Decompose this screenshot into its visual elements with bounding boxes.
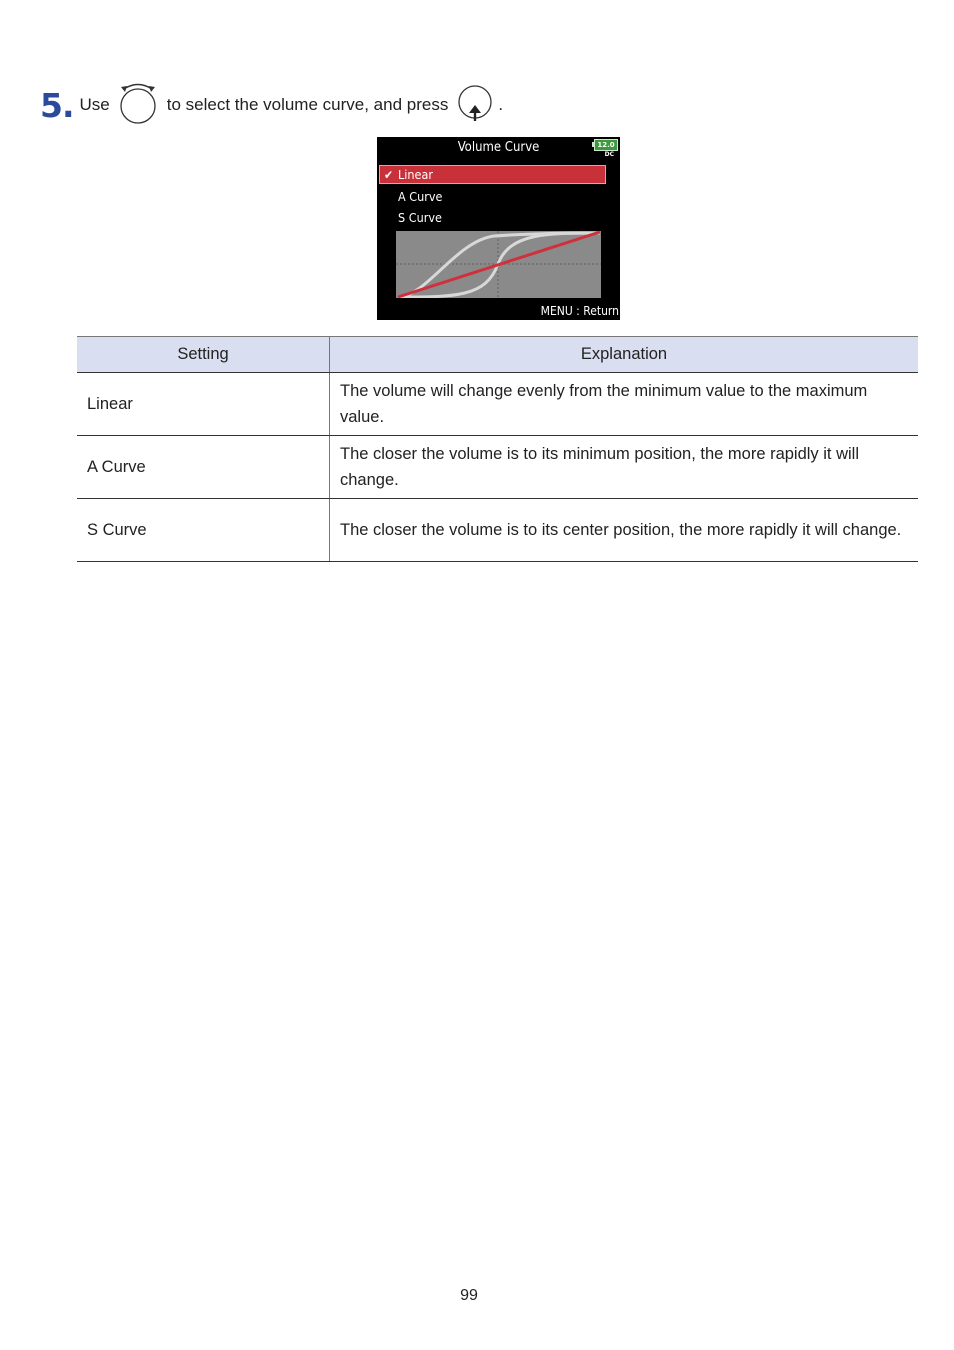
menu-item-linear[interactable]	[379, 165, 606, 184]
step-text-use: Use	[79, 95, 110, 114]
setting-cell: S Curve	[77, 499, 330, 562]
rotate-dial-icon	[119, 80, 159, 131]
step-text-middle: to select the volume curve, and press	[166, 95, 449, 114]
press-dial-icon	[457, 83, 495, 128]
step-text-end: .	[498, 95, 504, 114]
volume-curve-graph	[396, 231, 601, 298]
table-row	[77, 499, 918, 562]
setting-cell: Linear	[77, 373, 330, 436]
menu-return-hint: MENU : Return	[540, 304, 619, 318]
settings-table	[77, 336, 918, 562]
page-number: 99	[460, 1287, 478, 1304]
explanation-cell: The volume will change evenly from the minimum value to the maximum value.	[330, 373, 919, 436]
power-source-label: DC	[604, 151, 614, 158]
menu-item-a-curve[interactable]: A Curve	[398, 189, 443, 204]
menu-item-label: Linear	[398, 167, 433, 182]
step-number: 5.	[40, 85, 74, 125]
table-row	[77, 436, 918, 499]
step-instruction	[40, 80, 503, 130]
battery-indicator: 12.0	[594, 139, 618, 151]
header-explanation: Explanation	[330, 337, 919, 373]
menu-item-s-curve[interactable]: S Curve	[398, 210, 442, 225]
explanation-cell: The closer the volume is to its minimum position, the more rapidly it will change.	[330, 436, 919, 499]
explanation-cell: The closer the volume is to its center position, the more rapidly it will change.	[330, 499, 919, 562]
header-setting: Setting	[77, 337, 330, 373]
setting-cell: A Curve	[77, 436, 330, 499]
check-icon: ✔	[384, 168, 394, 182]
screen-title: Volume Curve	[457, 140, 540, 155]
device-screen	[377, 137, 620, 320]
table-header-row	[77, 337, 918, 373]
table-row	[77, 373, 918, 436]
